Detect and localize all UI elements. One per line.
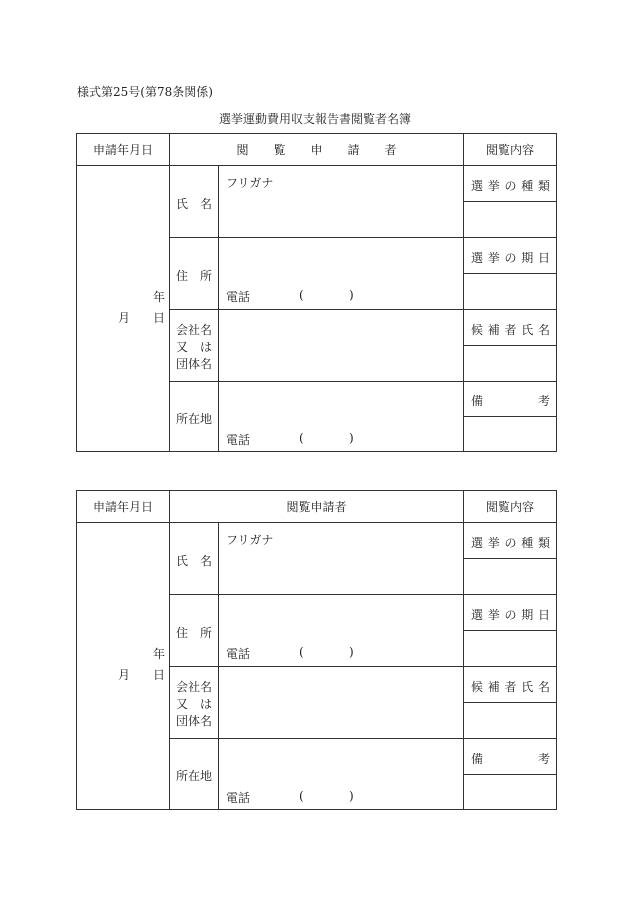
company-label-line: 団体名 [176,714,213,728]
header-date-cell [77,491,169,522]
remarks-char: 考 [537,752,550,766]
name-label [176,195,212,212]
address-label-char: 住 [176,269,189,283]
name-field[interactable] [218,165,463,237]
election-type-char: の [504,179,517,193]
year-label: 年 [153,647,166,661]
company-label-line [176,339,212,356]
address-label-char: 所 [199,269,212,283]
candidate-char: 名 [537,680,550,694]
election-type-label [471,534,550,551]
remarks-char: 備 [471,752,484,766]
election-date-label-cell [463,237,556,273]
name-label [176,552,212,569]
register-table-2 [76,490,557,810]
company-label-char: は [199,340,212,354]
phone-paren-close: ) [349,645,354,659]
phone-paren-open: ( [299,645,304,659]
election-date-label [471,606,550,623]
header-applicant-char: 請 [347,143,360,157]
address-label [176,267,212,284]
name-label-char: 名 [199,554,212,568]
location-field[interactable] [218,381,463,451]
election-date-char: 期 [521,608,534,622]
election-type-char: 選 [471,536,484,550]
location-field[interactable] [218,738,463,809]
header-date-cell [77,134,169,165]
address-label-cell [169,594,218,666]
name-label-cell [169,522,218,594]
phone-paren-open: ( [299,431,304,445]
election-date-char: 挙 [487,251,500,265]
company-label [176,322,212,373]
register-table-1 [76,133,557,452]
company-label-line: 会社名 [176,323,213,337]
candidate-label-cell [463,666,556,702]
header-applicant-label: 閲覧申請者 [286,500,347,514]
election-type-char: 種 [521,179,534,193]
candidate-label-cell [463,309,556,345]
furigana-label: フリガナ [226,533,274,547]
name-label-char: 氏 [176,197,189,211]
date-cell [77,522,169,809]
candidate-char: 補 [487,680,500,694]
election-type-char: 挙 [487,536,500,550]
remarks-label [471,750,550,767]
name-field[interactable] [218,522,463,594]
phone-paren-close: ) [349,789,354,803]
address-field[interactable] [218,237,463,309]
phone-paren-open: ( [299,789,304,803]
header-applicant-cell [169,134,463,165]
date-cell [77,165,169,451]
candidate-char: 者 [504,680,517,694]
election-date-char: の [504,251,517,265]
candidate-label [471,678,550,695]
election-date-char: 挙 [487,608,500,622]
election-date-char: 期 [521,251,534,265]
phone-paren-close: ) [349,288,354,302]
form-number-label: 様式第25号(第78条関係) [77,85,213,99]
election-type-char: 類 [537,536,550,550]
phone-paren-open: ( [299,288,304,302]
header-applicant-label [237,141,397,158]
phone-label: 電話 [226,433,251,447]
election-date-char: 日 [537,608,550,622]
candidate-field[interactable] [463,345,556,381]
company-field[interactable] [218,309,463,381]
election-date-field[interactable] [463,273,556,309]
candidate-char: 氏 [521,680,534,694]
election-type-char: 種 [521,536,534,550]
election-type-label-cell [463,165,556,201]
furigana-label: フリガナ [226,176,274,190]
header-applicant-cell [169,491,463,522]
header-applicant-char: 者 [384,143,397,157]
candidate-char: 候 [471,323,484,337]
address-label-cell [169,237,218,309]
phone-paren-close: ) [349,431,354,445]
company-label-char: は [199,697,212,711]
election-type-char: 類 [537,179,550,193]
remarks-label-cell [463,738,556,774]
name-label-char: 名 [199,197,212,211]
election-date-label [471,249,550,266]
election-type-char: 挙 [487,179,500,193]
header-content-label: 閲覧内容 [485,500,534,514]
phone-label: 電話 [226,647,251,661]
company-label-line: 団体名 [176,357,213,371]
company-label-line: 会社名 [176,680,213,694]
company-label [176,679,212,730]
header-content-cell [463,491,556,522]
address-label-char: 所 [199,626,212,640]
header-date-label: 申請年月日 [92,143,153,157]
election-date-field[interactable] [463,630,556,666]
name-label-char: 氏 [176,554,189,568]
day-label: 日 [153,311,166,325]
election-type-field[interactable] [463,558,556,594]
location-label: 所在地 [176,412,213,426]
election-date-char: 日 [537,251,550,265]
header-applicant-char: 覧 [273,143,286,157]
candidate-field[interactable] [463,702,556,738]
address-label [176,624,212,641]
remarks-char: 備 [471,394,484,408]
name-label-cell [169,165,218,237]
election-type-char: の [504,536,517,550]
company-field[interactable] [218,666,463,738]
remarks-char: 考 [537,394,550,408]
election-type-label-cell [463,522,556,558]
header-content-label: 閲覧内容 [485,143,534,157]
election-type-char: 選 [471,179,484,193]
candidate-char: 氏 [521,323,534,337]
remarks-label-cell [463,381,556,416]
location-label-cell [169,381,218,451]
month-label: 月 [118,311,131,325]
day-label: 日 [153,668,166,682]
header-applicant-char: 閲 [236,143,249,157]
company-label-cell [169,309,218,381]
election-date-char: 選 [471,251,484,265]
candidate-char: 補 [487,323,500,337]
remarks-field[interactable] [463,774,556,809]
address-field[interactable] [218,594,463,666]
election-type-label [471,177,550,194]
candidate-char: 者 [504,323,517,337]
company-label-char: 又 [176,340,189,354]
candidate-label [471,321,550,338]
candidate-char: 候 [471,680,484,694]
phone-label: 電話 [226,290,251,304]
company-label-char: 又 [176,697,189,711]
remarks-label [471,392,550,409]
election-date-label-cell [463,594,556,630]
election-date-char: の [504,608,517,622]
phone-label: 電話 [226,791,251,805]
location-label-cell [169,738,218,809]
header-applicant-char: 申 [310,143,323,157]
candidate-char: 名 [537,323,550,337]
header-date-label: 申請年月日 [92,500,153,514]
company-label-cell [169,666,218,738]
header-content-cell [463,134,556,165]
document-title: 選挙運動費用収支報告書閲覧者名簿 [218,112,411,126]
year-label: 年 [153,290,166,304]
election-date-char: 選 [471,608,484,622]
election-type-field[interactable] [463,201,556,237]
month-label: 月 [118,668,131,682]
location-label: 所在地 [176,769,213,783]
address-label-char: 住 [176,626,189,640]
remarks-field[interactable] [463,416,556,451]
company-label-line [176,696,212,713]
